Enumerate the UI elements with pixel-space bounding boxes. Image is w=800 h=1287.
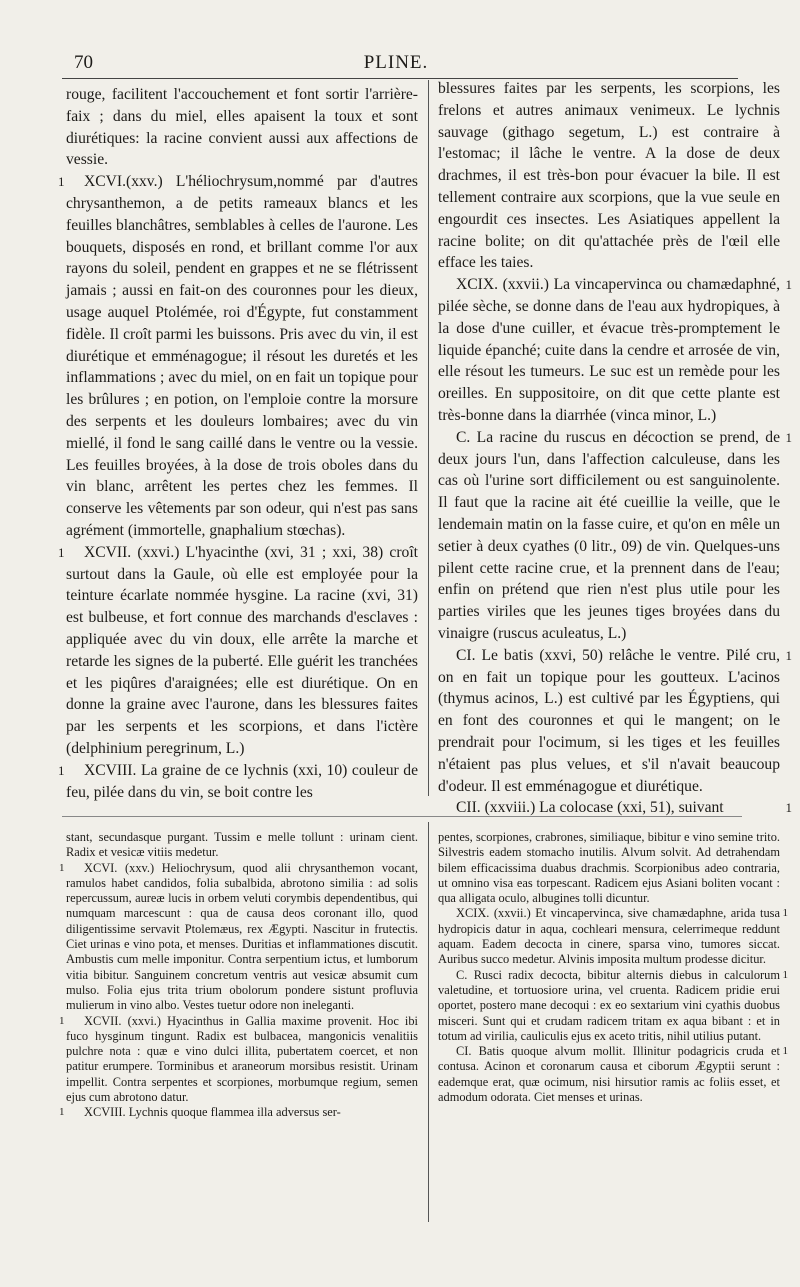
latin-paragraph: 1 XCVII. (xxvi.) Hyacinthus in Gallia maxime provenit. Hoc ibi fuco hysginum tingunt. Radix est bulbacea, mangonicis venalitiis pulchre nota : quæ e vino dulci illita, pubertatem coercet, et non patitur erumpere. Torminibus et araneorum morsibus resistit. Urinam impellit. Contra serpentes et scorpiones, morbumque regium, semen ejus cum abrotono datur. bbox=[59, 1013, 418, 1105]
latin-column-left bbox=[59, 830, 418, 1121]
latin-paragraph: stant, secundasque purgant. Tussim e melle tollunt : urinam cient. Radix et vesicæ vitiis medetur. bbox=[66, 830, 418, 860]
margin-number: 1 bbox=[785, 429, 792, 445]
page-header bbox=[62, 52, 730, 76]
french-paragraph: 1 XCIX. (xxvii.) La vincapervinca ou chamædaphné, pilée sèche, se donne dans de l'eau aux hydropiques, à la dose d'une cuiller, et évacue très-promptement le liquide épanché; cuite dans la cendre et arrosée de vin, elle résout les tumeurs. Le suc est un remède pour les oreilles. En suppositoire, on dit que cette plante est très-bonne dans la diarrhée (vinca minor, L.) bbox=[438, 276, 792, 424]
french-column-left bbox=[58, 84, 418, 803]
latin-column-right bbox=[438, 830, 788, 1105]
latin-paragraph: 1 C. Rusci radix decocta, bibitur alternis diebus in calculorum valetudine, et tortuosiore urina, vel cruenta. Radicem pridie erui oportet, postero mane decoqui : ex eo sextarium vini cyathis duobus misceri. Sunt qui et crudam radicem tritam ex aqua bibant : et in totum ad virilia, cauliculis ejus ex aceto tritis, nihil utilius putant. bbox=[438, 967, 788, 1043]
latin-paragraph: 1 XCIX. (xxvii.) Et vincapervinca, sive chamædaphne, arida tusa hydropicis datur in aqua, cochleari mensura, celerrimeque reddunt aquam. Eadem decocta in cinere, sparsa vino, tumores siccat. Auribus succo medetur. Alvinis imposita multum prodesse dicitur. bbox=[438, 906, 788, 967]
margin-number: 1 bbox=[785, 800, 792, 816]
margin-number: 1 bbox=[782, 968, 788, 981]
running-title: PLINE. bbox=[363, 52, 429, 73]
margin-number: 1 bbox=[58, 544, 65, 560]
french-paragraph: 1 XCVI.(xxv.) L'héliochrysum,nommé par d'autres chrysanthemon, a de petits rameaux blancs et les feuilles blanchâtres, semblables à celles de l'aurone. Les bouquets, disposés en rond, et brillant comme l'or aux rayons du soleil, pendent en grappes et ne se flétrissent jamais ; aussi en fait-on des couronnes pour les dieux, usage auquel Ptolémée, roi d'Égypte, fut constamment fidèle. Il croît parmi les buissons. Pris avec du vin, il est diurétique et emménagogue; il résout les duretés et les inflammations ; avec du miel, on en fait un topique pour les brûlures ; en potion, on l'emploie contre la morsure des serpents et les douleurs lombaires; avec du vin miellé, il fond le sang caillé dans le ventre ou la vessie. Les feuilles broyées, à la dose de trois oboles dans du vin blanc, arrêtent les pertes chez les femmes. Il conserve les vêtements par son odeur, qui n'est pas sans agrément (immortelle, gnaphalium stœchas). bbox=[58, 173, 418, 539]
margin-number: 1 bbox=[59, 861, 65, 874]
french-paragraph: rouge, facilitent l'accouchement et font sortir l'arrière-faix ; dans du miel, elles apaisent la toux et sont diurétiques: la racine convient aussi aux affections de vessie. bbox=[66, 86, 418, 169]
latin-paragraph: 1 XCVI. (xxv.) Heliochrysum, quod alii chrysanthemon vocant, ramulos habet candidos, folia subalbida, abrotono similia : ad solis repercussum, aureæ lucis in orbem veluti corymbis dependentibus, qui numquam marcescunt : qua de causa deos coronant illo, quod diligentissime servavit Ptolemæus, rex Ægypti. Nascitur in frutectis. Ciet urinas e vino pota, et menses. Duritias et inflammationes discutit. Ambustis cum melle imponitur. Contra serpentium ictus, et lumborum vitia bibitur. Sanguinem concretum ventris aut vesicæ absumit cum mulso. Folia ejus trita trium obolorum pondere sistunt profluvia mulierum in vino albo. Vestes tuetur odore non ineleganti. bbox=[59, 860, 418, 1013]
margin-number: 1 bbox=[785, 277, 792, 293]
column-divider-latin bbox=[428, 822, 429, 1222]
latin-paragraph: 1 CI. Batis quoque alvum mollit. Illinitur podagricis cruda et contusa. Acinon et coronarum causa et ciborum Ægyptii serunt : eademque erat, quæ ocimum, nisi hirsutior ramis ac foliis esset, et admodum odorata. Ciet menses et urinas. bbox=[438, 1044, 788, 1105]
french-paragraph: blessures faites par les serpents, les scorpions, les frelons et autres animaux venimeux. Le lychnis sauvage (githago segetum, L.) est contraire à l'estomac; il lâche le ventre. A la dose de deux drachmes, il est très-bon pour évacuer la bile. Il est tellement contraire aux scorpions, que la vue seule en engourdit ces insectes. Les Asiatiques appellent la racine bolite; on dit qu'attachée près de l'œil elle efface les taies. bbox=[438, 80, 780, 272]
latin-paragraph: 1 XCVIII. Lychnis quoque flammea illa adversus ser- bbox=[59, 1105, 341, 1120]
margin-number: 1 bbox=[58, 174, 65, 190]
margin-number: 1 bbox=[59, 1106, 65, 1119]
margin-number: 1 bbox=[782, 907, 788, 920]
french-paragraph: 1 XCVII. (xxvi.) L'hyacinthe (xvi, 31 ; xxi, 38) croît surtout dans la Gaule, où elle est employée pour la teinture écarlate nommée hysgine. La racine (xvi, 31) est bulbeuse, et fort connue des marchands d'esclaves : appliquée avec du vin doux, elle arrête la marche et retarde les signes de la puberté. Elle guérit les tranchées et les piqûres d'araignées; elle est diurétique. On en donne la graine avec l'aurone, dans les blessures faites par les serpents et les scorpions, et dans l'ictère (delphinium peregrinum, L.) bbox=[58, 543, 418, 757]
french-paragraph: 1 XCVIII. La graine de ce lychnis (xxi, 10) couleur de feu, pilée dans du vin, se boit contre les bbox=[58, 761, 418, 801]
margin-number: 1 bbox=[58, 762, 65, 778]
margin-number: 1 bbox=[59, 1014, 65, 1027]
french-column-right bbox=[438, 78, 792, 819]
french-paragraph: 1 C. La racine du ruscus en décoction se prend, de deux jours l'un, dans l'affection calculeuse, dans les cas où l'urine sort difficilement ou est sanguinolente. Il faut que la racine ait été cueillie la veille, que le lendemain matin on la fasse cuire, et qu'on en mêle un setier à deux cyathes (0 litr., 09) de vin. Quelques-uns pilent cette racine crue, et la prennent dans de l'eau; enfin on prétend que rien n'est plus utile pour les parties viriles que les jeunes tiges broyées dans du vinaigre (ruscus aculeatus, L.) bbox=[438, 428, 792, 642]
french-paragraph: 1 CI. Le batis (xxvi, 50) relâche le ventre. Pilé cru, on en fait un topique pour les goutteux. L'acinos (thymus acinos, L.) est cultivé par les Égyptiens, qui en font des couronnes et qui le mangent; on le prendrait pour l'ocimum, si les tiges et les feuilles n'étaient pas plus velues, et s'il n'avait beaucoup d'odeur. Il est emménagogue et diurétique. bbox=[438, 646, 792, 795]
margin-number: 1 bbox=[785, 647, 792, 663]
latin-paragraph: pentes, scorpiones, crabrones, similiaque, bibitur e vino semine trito. Silvestris eadem stomacho inutilis. Alvum solvit. Ad detrahendam bilem efficacissima duabus drachmis. Scorpionibus adeo contraria, ut omnino visa eas torpescant. Radicem ejus Asiani boliten vocant : qua alligata oculo, albugines tolli dicuntur. bbox=[438, 830, 780, 906]
page-number: 70 bbox=[74, 52, 93, 73]
column-divider-french bbox=[428, 80, 429, 796]
margin-number: 1 bbox=[782, 1045, 788, 1058]
french-paragraph: 1 CII. (xxviii.) La colocase (xxi, 51), suivant bbox=[438, 797, 780, 819]
